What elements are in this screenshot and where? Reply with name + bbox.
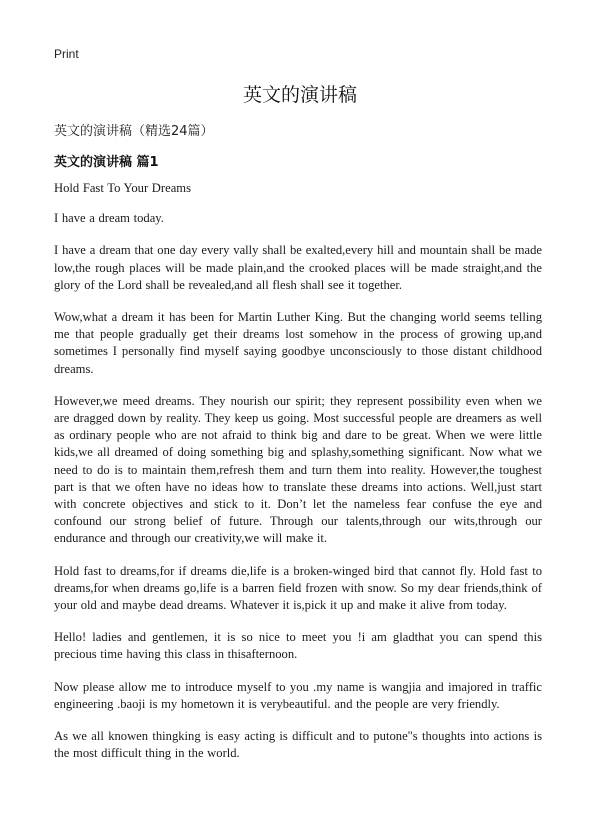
document-subtitle: 英文的演讲稿（精选24篇） bbox=[54, 124, 214, 139]
print-label: Print bbox=[54, 47, 79, 61]
document-body bbox=[54, 180, 542, 777]
body-paragraph: Hello! ladies and gentlemen, it is so nice to meet you !i am gladthat you can spend this precious time having this class in thisafternoon. bbox=[54, 630, 542, 662]
body-paragraph: Now please allow me to introduce myself to you .my name is wangjia and imajored in traffic engineering .baoji is my hometown it is verybeautiful. and the people are very friendly. bbox=[54, 679, 542, 711]
body-paragraph: Wow,what a dream it has been for Martin Luther King. But the changing world seems telling me that people gradually get their dreams lost somehow in the process of growing up,and sometimes I personally find myself saying goodbye unconsciously to those distant childhood dreams. bbox=[54, 310, 542, 376]
speech-title-paragraph: Hold Fast To Your Dreams bbox=[54, 181, 191, 195]
body-paragraph: As we all knowen thingking is easy acting is difficult and to putone"s thoughts into actions is the most difficult thing in the world. bbox=[54, 729, 542, 761]
section-heading: 英文的演讲稿 篇1 bbox=[54, 155, 159, 170]
body-paragraph: However,we meed dreams. They nourish our spirit; they represent possibility even when we are dragged down by reality. They keep us going. Most successful people are dreamers as well as ordinary people who are not afraid to think big and dare to be great. When we were little kids,we all dreamed of doing something big and splashy,something significant. Now what we need to do is to maintain them,refresh them and turn them into reality. However,the toughest part is that we often have no ideas how to translate these dreams into actions. Well,just start with concrete objectives and stick to it. Don’t let the nameless fear confuse the eye and confound our strong belief of future. Through our talents,through our wits,through our endurance and through our creativity,we will make it. bbox=[54, 393, 542, 546]
body-paragraph: I have a dream that one day every vally shall be exalted,every hill and mountain shall be made low,the rough places will be made plain,and the crooked places will be made straight,and the glory of the Lord shall be revealed,and all flesh shall see it together. bbox=[54, 243, 542, 292]
body-paragraph: I have a dream today. bbox=[54, 211, 164, 226]
body-paragraph: Hold fast to dreams,for if dreams die,life is a broken-winged bird that cannot fly. Hold fast to dreams,for when dreams go,life is a barren field frozen with snow. So my dear friends,think of your old and maybe dead dreams. Whatever it is,pick it up and make it alive from today. bbox=[54, 563, 542, 613]
document-title: 英文的演讲稿 bbox=[242, 84, 357, 106]
